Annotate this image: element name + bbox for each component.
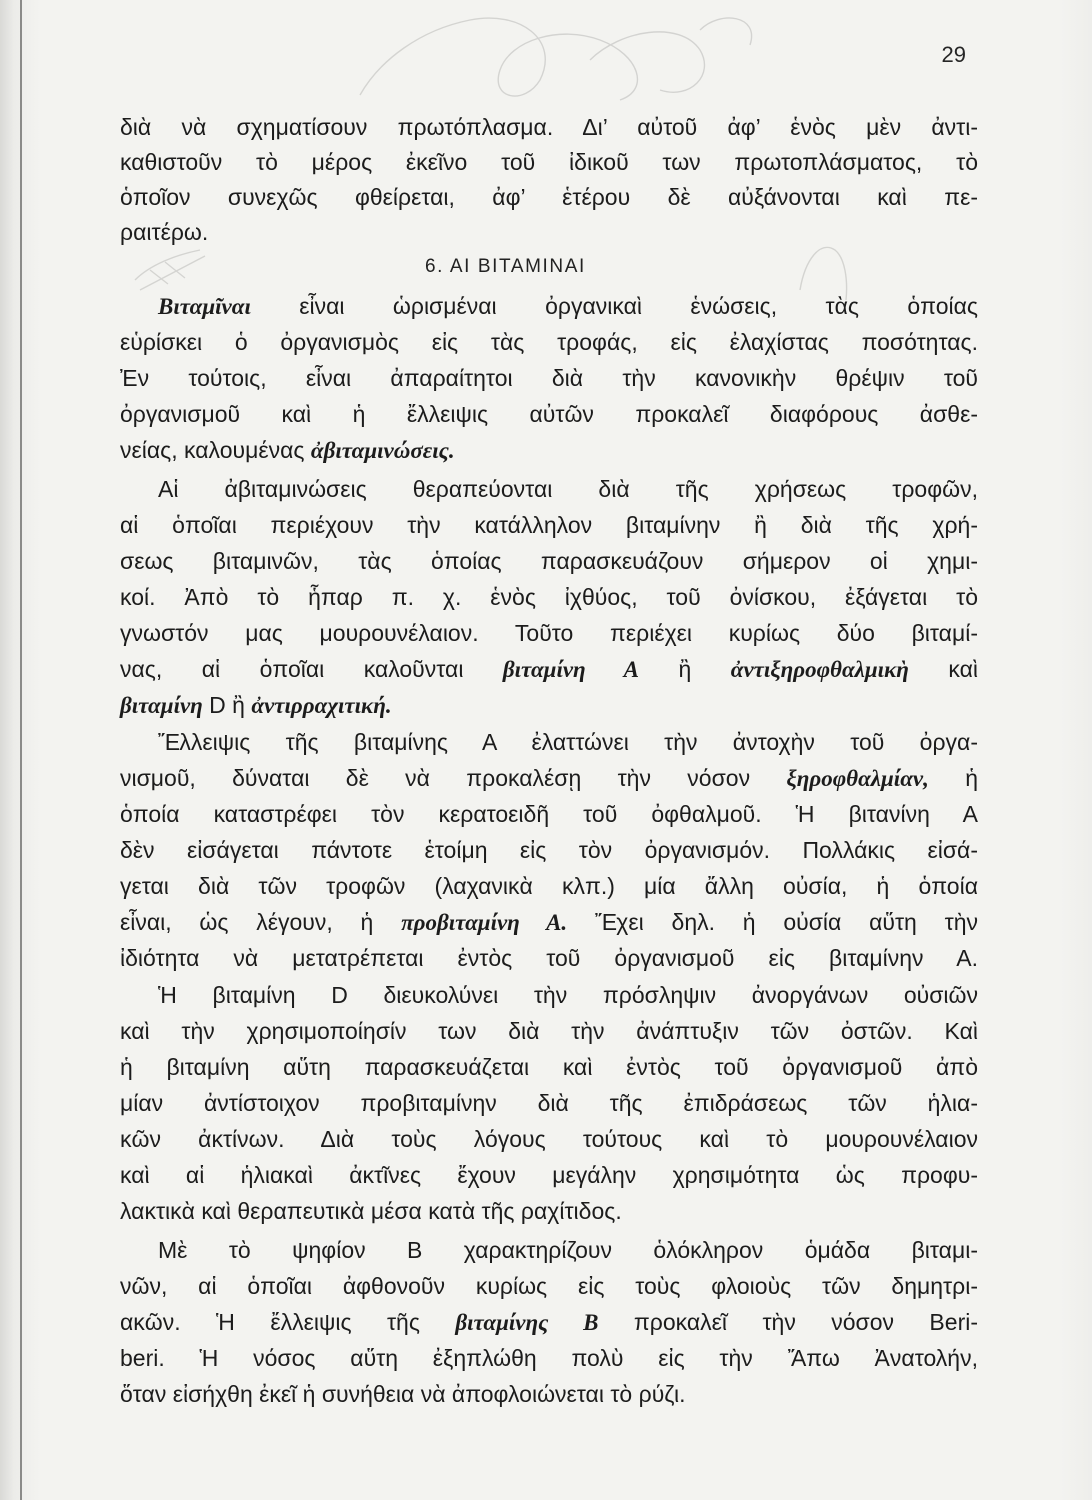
text-line: [120, 977, 978, 1013]
line-text: Ἡ βιταμίνη D διευκολύνει τὴν πρόσληψιν ἀνοργάνων οὐσιῶν: [158, 982, 978, 1008]
line-text: ὅταν εἰσήχθη ἐκεῖ ἡ συνήθεια νὰ ἀποφλοιώνεται τὸ ρύζι.: [120, 1381, 686, 1407]
paragraph: [120, 724, 978, 976]
text-line: [120, 360, 978, 396]
line-text: ραιτέρω.: [120, 219, 209, 245]
text-line: [120, 1232, 978, 1268]
text-line: [120, 687, 978, 723]
line-text: εἶναι ὡρισμέναι ὀργανικαὶ ἑνώσεις, τὰς ὁποίας: [250, 293, 978, 319]
text-line: [120, 471, 978, 507]
text-line: [120, 1340, 978, 1376]
line-text: ἡ: [928, 765, 978, 791]
line-text: νας, αἱ ὁποῖαι καλοῦνται: [120, 656, 503, 682]
paragraph: [120, 288, 978, 468]
text-line: [120, 1268, 978, 1304]
text-line: [120, 215, 978, 250]
emphasis-term: προβιταμίνη Α.: [401, 910, 568, 935]
line-text: Μὲ τὸ ψηφίον Β χαρακτηρίζουν ὁλόκληρον ὁμάδα βιταμι-: [158, 1237, 978, 1263]
emphasis-term: ξηροφθαλμίαν,: [786, 766, 929, 791]
line-text: δὲν εἰσάγεται πάντοτε ἑτοίμη εἰς τὸν ὀργανισμόν. Πολλάκις εἰσά-: [120, 837, 978, 863]
line-text: προκαλεῖ τὴν νόσον Beri-: [598, 1309, 978, 1335]
text-line: [120, 1049, 978, 1085]
text-line: [120, 1085, 978, 1121]
emphasis-term: Βιταμῖναι: [158, 294, 251, 319]
emphasis-term: βιταμίνη Α: [502, 657, 639, 682]
line-text: ὀργανισμοῦ καὶ ἡ ἔλλειψις αὐτῶν προκαλεῖ διαφόρους ἀσθε-: [120, 401, 978, 427]
text-line: [120, 796, 978, 832]
line-text: D ἢ: [202, 692, 252, 718]
emphasis-term: ἀντιξηροφθαλμικὴ: [730, 657, 909, 682]
text-line: [120, 1013, 978, 1049]
paragraph: [120, 977, 978, 1229]
line-text: ὁποῖον συνεχῶς φθείρεται, ἀφ’ ἑτέρου δὲ αὐξάνονται καὶ πε-: [120, 184, 978, 210]
line-text: λακτικὰ καὶ θεραπευτικὰ μέσα κατὰ τῆς ραχίτιδος.: [120, 1198, 622, 1224]
text-line: [120, 396, 978, 432]
line-text: beri. Ἡ νόσος αὕτη ἐξηπλώθη πολὺ εἰς τὴν Ἄπω Ἀνατολήν,: [120, 1345, 978, 1371]
paragraph: [120, 1232, 978, 1412]
text-line: [120, 1376, 978, 1412]
line-text: αἱ ὁποῖαι περιέχουν τὴν κατάλληλον βιταμίνην ἢ διὰ τῆς χρή-: [120, 512, 978, 538]
emphasis-term: βιταμίνη: [120, 693, 203, 718]
text-line: [120, 288, 978, 324]
text-line: [120, 145, 978, 180]
text-line: [120, 1304, 978, 1340]
line-text: ἡ βιταμίνη αὕτη παρασκευάζεται καὶ ἐντὸς τοῦ ὀργανισμοῦ ἀπὸ: [120, 1054, 978, 1080]
section-heading: 6. ΑΙ ΒΙΤΑΜΙΝΑΙ: [425, 256, 586, 277]
text-line: [120, 1193, 978, 1229]
line-text: μίαν ἀντίστοιχον προβιταμίνην διὰ τῆς ἐπιδράσεως τῶν ἡλια-: [120, 1090, 978, 1116]
line-text: κῶν ἀκτίνων. Διὰ τοὺς λόγους τούτους καὶ τὸ μουρουνέλαιον: [120, 1126, 978, 1152]
line-text: νῶν, αἱ ὁποῖαι ἀφθονοῦν κυρίως εἰς τοὺς φλοιοὺς τῶν δημητρι-: [120, 1273, 978, 1299]
text-line: [120, 832, 978, 868]
text-line: [120, 507, 978, 543]
text-line: [120, 868, 978, 904]
paragraph-continuation: [120, 110, 978, 250]
text-line: [120, 432, 978, 468]
text-line: [120, 615, 978, 651]
line-text: Αἱ ἀβιταμινώσεις θεραπεύονται διὰ τῆς χρήσεως τροφῶν,: [158, 476, 978, 502]
line-text: ακῶν. Ἡ ἔλλειψις τῆς: [120, 1309, 456, 1335]
text-line: [120, 940, 978, 976]
line-text: εἶναι, ὡς λέγουν, ἡ: [120, 909, 402, 935]
text-line: [120, 180, 978, 215]
emphasis-term: ἀβιταμινώσεις.: [310, 438, 455, 463]
line-text: γεται διὰ τῶν τροφῶν (λαχανικὰ κλπ.) μία ἄλλη οὐσία, ἡ ὁποία: [120, 873, 978, 899]
line-text: καὶ αἱ ἡλιακαὶ ἀκτῖνες ἔχουν μεγάλην χρησιμότητα ὡς προφυ-: [120, 1162, 978, 1188]
line-text: κοί. Ἀπὸ τὸ ἧπαρ π. χ. ἑνὸς ἰχθύος, τοῦ ὀνίσκου, ἐξάγεται τὸ: [120, 584, 978, 610]
line-text: γνωστόν μας μουρουνέλαιον. Τοῦτο περιέχει κυρίως δύο βιταμί-: [120, 620, 978, 646]
line-text: καθιστοῦν τὸ μέρος ἐκεῖνο τοῦ ἰδικοῦ των πρωτοπλάσματος, τὸ: [120, 149, 978, 175]
line-text: σεως βιταμινῶν, τὰς ὁποίας παρασκευάζουν σήμερον οἱ χημι-: [120, 548, 978, 574]
line-text: Ἔχει δηλ. ἡ οὐσία αὕτη τὴν: [567, 909, 978, 935]
emphasis-term: ἀντιρραχιτική.: [251, 693, 392, 718]
page-number: 29: [941, 42, 966, 67]
line-text: καὶ τὴν χρησιμοποίησίν των διὰ τὴν ἀνάπτυξιν τῶν ὀστῶν. Καὶ: [120, 1018, 978, 1044]
line-text: εὑρίσκει ὁ ὀργανισμὸς εἰς τὰς τροφάς, εἰς ἐλαχίστας ποσότητας.: [120, 329, 978, 355]
line-text: διὰ νὰ σχηματίσουν πρωτόπλασμα. Δι’ αὐτοῦ ἀφ’ ἑνὸς μὲν ἀντι-: [120, 114, 978, 140]
binding-edge: [20, 0, 22, 1500]
line-text: ἰδιότητα νὰ μετατρέπεται ἐντὸς τοῦ ὀργανισμοῦ εἰς βιταμίνην Α.: [120, 945, 978, 971]
line-text: ἢ: [639, 656, 731, 682]
text-line: [120, 651, 978, 687]
line-text: Ἔλλειψις τῆς βιταμίνης Α ἐλαττώνει τὴν ἀντοχὴν τοῦ ὀργα-: [158, 729, 978, 755]
line-text: νισμοῦ, δύναται δὲ νὰ προκαλέσῃ τὴν νόσον: [120, 765, 787, 791]
text-line: [120, 760, 978, 796]
text-line: [120, 724, 978, 760]
line-text: καὶ: [908, 656, 978, 682]
text-line: [120, 324, 978, 360]
emphasis-term: βιταμίνης Β: [455, 1310, 599, 1335]
line-text: νείας, καλουμένας: [120, 437, 311, 463]
paragraph: [120, 471, 978, 723]
line-text: ὁποία καταστρέφει τὸν κερατοειδῆ τοῦ ὀφθαλμοῦ. Ἡ βιτανίνη Α: [120, 801, 978, 827]
text-line: [120, 1157, 978, 1193]
text-line: [120, 543, 978, 579]
text-line: [120, 904, 978, 940]
text-line: [120, 110, 978, 145]
text-line: [120, 579, 978, 615]
line-text: Ἐν τούτοις, εἶναι ἀπαραίτητοι διὰ τὴν κανονικὴν θρέψιν τοῦ: [120, 365, 978, 391]
text-line: [120, 1121, 978, 1157]
